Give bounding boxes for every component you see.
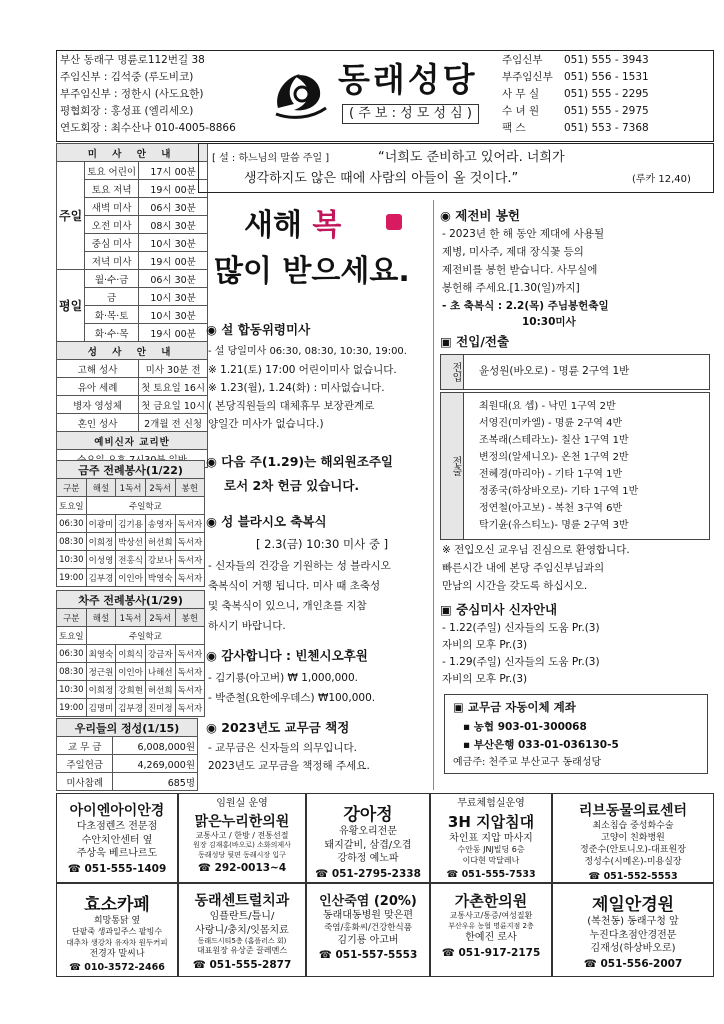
notice-line: - 설 당일미사 06:30, 08:30, 10:30, 19:00. (208, 346, 407, 357)
table-cell: 김부경 (86, 569, 116, 587)
table-cell: 강보나 (145, 551, 175, 569)
notice-line: 및 축복식이 있으니, 개인초를 지참 (208, 600, 367, 612)
contact-label: 수 녀 원 (502, 105, 540, 117)
ad-clinic-malgeun (178, 793, 306, 883)
transfer-note: ※ 전입오신 교우님 진심으로 환영합니다. (442, 544, 630, 556)
ad-dental-central (178, 883, 306, 977)
column-divider (433, 200, 434, 790)
mass-time: 10시 30분 (139, 234, 208, 252)
ad-name: 맑은누리한의원 (194, 813, 290, 830)
sacrament-name: 병자 영성체 (57, 396, 139, 414)
sacrament-time: 첫 금요일 10시 (139, 396, 208, 414)
church-logo (272, 64, 328, 120)
notice-title: ◉ 다음 주(1.29)는 해외원조주일 (206, 454, 393, 469)
sacrament-name: 고해 성사 (57, 360, 139, 378)
ad-line: 돼지갈비, 삼겹/오겹 (324, 839, 412, 851)
patron-saint: ( 주 보 : 성 모 성 심 ) (342, 104, 479, 124)
ad-line: 한예진 로사 (465, 932, 517, 944)
servers-next-week-title: 차주 전례봉사(1/29) (57, 591, 205, 609)
column-header: 해설 (86, 609, 116, 627)
table-cell: 토요일 (57, 497, 87, 515)
table-cell: 독서자 (175, 515, 205, 533)
offering-value: 6,008,000원 (113, 737, 198, 755)
couple-line: 자비의 모후 Pr.(3) (442, 639, 528, 651)
mass-time: 10시 30분 (139, 306, 208, 324)
offering-name: 교 무 금 (57, 737, 113, 755)
table-cell: 독서자 (175, 645, 205, 663)
table-cell: 19:00 (57, 699, 87, 717)
ad-line: 단팥죽 생과일주스 팥빙수 (71, 927, 163, 937)
notices-right (440, 208, 712, 788)
transfer-out-row: 최원대(요 셉) - 낙민 1구역 2반 (479, 401, 616, 412)
notice-title: ◉ 설 합동위령미사 (206, 322, 311, 337)
notice-line: 로서 2차 헌금 있습니다. (224, 478, 360, 493)
transfer-out-label: 전출 (441, 393, 464, 539)
ad-line: 이다현 막달레나 (462, 855, 520, 865)
sacrament-time: 첫 토요일 16시 (139, 378, 208, 396)
ad-phone: ☎ 051-555-2877 (192, 959, 292, 972)
table-cell: 정근원 (86, 663, 116, 681)
transfer-out-row: 정연철(아고보) - 복천 3구역 6반 (479, 503, 623, 514)
ad-line: 동래성당 뒷편 동래시장 입구 (198, 850, 286, 859)
ad-clinic-gachon (430, 883, 552, 977)
offering-name: 주일헌금 (57, 755, 113, 773)
table-row (57, 569, 205, 587)
ad-phone: ☎ 051-555-1409 (67, 862, 167, 875)
mass-name: 월·수·금 (85, 270, 139, 288)
transfer-out-row: 전혜경(마리아) - 기타 1구역 1반 (479, 469, 623, 480)
ad-name: 3H 지압침대 (447, 812, 535, 831)
table-cell: 이광미 (86, 515, 116, 533)
table-cell: 독서자 (175, 533, 205, 551)
mass-time: 06시 30분 (139, 270, 208, 288)
ad-line: 희망통닭 옆 (93, 916, 141, 926)
column-header: 봉헌 (175, 479, 205, 497)
mass-time: 10시 30분 (139, 288, 208, 306)
ad-line: 고양이 친화병원 (601, 833, 665, 844)
offering-value: 685명 (113, 773, 198, 791)
table-cell: 강희현 (116, 681, 146, 699)
offering-value: 4,269,000원 (113, 755, 198, 773)
ad-line: 임플란트/틀니/ (209, 911, 275, 922)
table-cell: 이희정 (86, 681, 116, 699)
contact-phone: 051) 555 - 2295 (564, 88, 649, 100)
notice-title-text: 설 합동위령미사 (221, 322, 311, 337)
mass-name: 금 (85, 288, 139, 306)
greeting-fortune: 복 (312, 208, 342, 243)
contact-phone: 051) 556 - 1531 (564, 71, 649, 83)
ad-line: 대추차 생강차 유자차 원두커피 (66, 937, 168, 947)
bank-line: ▪ 농협 903-01-300068 (463, 721, 587, 733)
ad-line: 교통사고/통증/여성질환 (449, 911, 533, 920)
transfer-out-row: 조복래(스테라노)- 칠산 1구역 1반 (479, 435, 629, 446)
sacrament-time: 2개월 전 신청 (139, 414, 208, 432)
ad-line: 강하정 예노파 (337, 853, 399, 864)
table-row (57, 533, 205, 551)
ad-name: 제일안경원 (591, 895, 675, 915)
mass-name: 토요 어린이 (85, 162, 139, 180)
notice-line: [ 2.3(금) 10:30 미사 중 ] (256, 537, 389, 551)
table-cell: 19:00 (57, 569, 87, 587)
mass-time: 19시 00분 (139, 252, 208, 270)
weekday-label: 평일 (57, 270, 85, 342)
ad-line: 수안치안센터 옆 (81, 834, 153, 846)
table-cell: 전홍식 (116, 551, 146, 569)
sacrament-title: 성 사 안 내 (57, 342, 208, 360)
table-cell: 이인아 (116, 569, 146, 587)
offering-table (56, 718, 198, 791)
table-cell: 주일학교 (86, 627, 205, 645)
ad-line: 동래대동병원 맞은편 (322, 910, 414, 921)
transfer-out-row: 서영진(미카엘) - 명륜 2구역 4반 (479, 418, 623, 429)
ad-line: 대표원장 유상준 끌레멘스 (196, 946, 288, 956)
mass-name: 토요 저녁 (85, 180, 139, 198)
table-cell: 최영숙 (86, 645, 116, 663)
ad-name: 리브동물의료센터 (578, 803, 688, 819)
column-header: 해설 (86, 479, 116, 497)
transfer-in-box (440, 354, 710, 390)
transfer-out-row: 정종국(하상바오로)- 기타 1구역 1반 (479, 486, 639, 497)
catechism-title: 예비신자 교리반 (57, 432, 208, 450)
ad-line: 사랑니/충치/잇몸치료 (195, 924, 289, 936)
mass-name: 화·수·목 (85, 324, 139, 342)
servers-this-week-table (56, 460, 205, 587)
ad-optical-jeil (552, 883, 714, 977)
ad-line: (복천동) 동래구청 앞 (587, 916, 679, 927)
mass-name: 오전 미사 (85, 216, 139, 234)
ad-phone: ☎ 051-556-2007 (583, 957, 683, 970)
column-header: 봉헌 (175, 609, 205, 627)
bank-account-box (444, 694, 708, 774)
table-cell: 10:30 (57, 681, 87, 699)
notice-title-text: 다음 주(1.29)는 해외원조주일 (221, 454, 393, 469)
transfer-out-row: 탁기윤(유스티노)- 명륜 2구역 3반 (479, 520, 629, 531)
ad-optical-ini (56, 793, 178, 883)
table-row (57, 515, 205, 533)
column-header: 2독서 (145, 609, 175, 627)
bank-title: ▣ 교무금 자동이체 계좌 (453, 700, 576, 714)
ad-line: 유황오리전문 (339, 826, 397, 837)
bank-holder: 예금주: 천주교 부산교구 동래성당 (453, 757, 602, 768)
notice-line: 2023년도 교무금을 책정해 주세요. (208, 760, 370, 772)
notice-title-text: 성 블라시오 축복식 (221, 514, 327, 529)
transfer-out-box (440, 392, 710, 540)
table-cell: 독서자 (175, 569, 205, 587)
memorial-line: - 2023년 한 해 동안 제대에 사용될 (442, 228, 605, 240)
contact-phone: 051) 555 - 2975 (564, 105, 649, 117)
table-cell: 송영자 (145, 515, 175, 533)
notice-line: ※ 1.23(월), 1.24(화) : 미사없습니다. (208, 382, 385, 394)
mass-time: 19시 00분 (139, 324, 208, 342)
gospel-line-1: “너희도 준비하고 있어라. 너희가 (378, 150, 565, 165)
ad-phone: ☎ 292-0013~4 (197, 862, 287, 875)
memorial-title: ◉ 제전비 봉헌 (440, 208, 520, 223)
fortune-stamp-icon (386, 214, 402, 230)
greeting-line-1 (244, 208, 341, 244)
mass-name: 중심 미사 (85, 234, 139, 252)
column-header: 1독서 (116, 609, 146, 627)
ad-phone: ☎ 051-2795-2338 (315, 867, 421, 880)
church-address: 부산 동래구 명륜로112번길 38 (60, 54, 205, 66)
notice-line: ※ 1.21(토) 17:00 어린이미사 없습니다. (208, 364, 397, 376)
couple-title: ▣ 중심미사 신자안내 (440, 602, 558, 617)
table-row (57, 699, 205, 717)
ad-phone: ☎ 051-557-5553 (318, 949, 418, 962)
gospel-prefix: [ 설 : 하느님의 말씀 주일 ] (212, 153, 330, 164)
ad-insan-bamboo-salt (306, 883, 430, 977)
ad-line: 죽염/홍화씨/건강한식품 (324, 922, 412, 933)
table-cell: 허선희 (145, 681, 175, 699)
mass-schedule-title: 미 사 안 내 (57, 144, 208, 162)
table-cell: 허선희 (145, 533, 175, 551)
table-row (57, 681, 205, 699)
offering-title: 우리들의 정성(1/15) (57, 719, 198, 737)
transfer-out-row: 변정의(알세니오)- 온천 1구역 2반 (479, 452, 629, 463)
transfer-title: ▣ 전입/전출 (440, 334, 510, 349)
assistant-pastor-line: 부주임신부 : 정한시 (사도요한) (60, 88, 204, 100)
ad-line: 김기룡 아고버 (337, 934, 399, 946)
table-cell: 나해선 (145, 663, 175, 681)
sacrament-name: 유아 세례 (57, 378, 139, 396)
bank-line: ▪ 부산은행 033-01-036130-5 (463, 739, 619, 751)
memorial-line: 제전비를 봉헌 받습니다. 사무실에 (442, 264, 598, 276)
notice-title-text: 감사합니다 : 빈첸시오후원 (221, 648, 368, 663)
servers-next-week-table (56, 590, 205, 717)
ad-restaurant-gangajeong (306, 793, 430, 883)
table-cell: 이희정 (86, 533, 116, 551)
new-year-greeting (208, 206, 430, 310)
church-title: 동래성당 (338, 60, 478, 99)
table-cell: 진미정 (145, 699, 175, 717)
couple-line: 자비의 모후 Pr.(3) (442, 673, 528, 685)
offering-name: 미사참례 (57, 773, 113, 791)
memorial-line: 봉헌해 주세요.[1.30(일)까지] (442, 282, 580, 294)
notice-line: 하시기 바랍니다. (208, 620, 286, 632)
ad-line: 김재성(하상바오로) (590, 943, 676, 954)
ad-line: 주상욱 베르나르도 (76, 848, 158, 859)
table-row (57, 551, 205, 569)
notice-line: - 신자들의 건강을 기원하는 성 블라시오 (208, 560, 391, 572)
couple-line: - 1.29(주일) 신자들의 도움 Pr.(3) (442, 656, 600, 668)
ad-line: 누진다초점안경전문 (589, 929, 677, 941)
mass-name: 화·목·토 (85, 306, 139, 324)
ad-name: 아이엔아이안경 (69, 803, 165, 819)
mass-name: 새벽 미사 (85, 198, 139, 216)
ad-line: 임원실 운영 (216, 798, 268, 809)
table-cell: 김기용 (116, 515, 146, 533)
ad-line: 교통사고 / 한방 / 전통선절 (195, 830, 289, 840)
ad-line: 다초점렌즈 전문점 (76, 821, 158, 832)
ad-name: 강아정 (343, 805, 393, 825)
table-cell: 10:30 (57, 551, 87, 569)
notice-line: ( 본당직원들의 대체휴무 보장관계로 (208, 400, 375, 412)
ad-name: 인산죽염 (20%) (319, 894, 417, 909)
table-cell: 06:30 (57, 645, 87, 663)
mass-time: 19시 00분 (139, 180, 208, 198)
sunday-label: 주일 (57, 162, 85, 270)
servers-this-week-title: 금주 전례봉사(1/22) (57, 461, 205, 479)
greeting-line-2: 많이 받으세요. (214, 254, 410, 289)
gospel-line-2: 생각하지도 않은 때에 사람의 아들이 올 것이다.” (244, 171, 519, 186)
column-header: 2독서 (145, 479, 175, 497)
notice-line: 축복식이 거행 됩니다. 미사 때 초축성 (208, 580, 381, 592)
column-header: 구분 (57, 609, 87, 627)
transfer-note: 만남의 시간을 갖도록 하십시오. (442, 580, 588, 592)
notice-line: 양일간 미사가 없습니다.) (208, 418, 324, 430)
greeting-word: 새해 (244, 208, 302, 243)
table-cell: 08:30 (57, 663, 87, 681)
ad-line: 원장 김재홍(바오로) 소화의제사 (193, 841, 291, 850)
ad-phone: ☎ 051-555-7533 (446, 868, 536, 880)
council-president-line: 평협회장 : 홍성표 (엘리세오) (60, 105, 194, 117)
notice-line: - 박준철(요한에우데스) ₩100,000. (208, 692, 376, 704)
ad-line: 수안동 JNJ빌딩 6층 (457, 845, 525, 854)
contact-label: 사 무 실 (502, 88, 540, 100)
ad-line: 부산우유 농협 명륜지점 2층 (448, 921, 534, 930)
ad-line: 최소침습 중성화수술 (592, 821, 674, 831)
table-cell: 06:30 (57, 515, 87, 533)
notice-line: - 김기룡(아고버) ₩ 1,000,000. (208, 672, 359, 684)
ad-massage-3h (430, 793, 552, 883)
ad-name: 효소카페 (84, 895, 150, 915)
sacrament-time: 미사 30분 전 (139, 360, 208, 378)
ad-line: 차인표 지압 마사지 (449, 832, 533, 844)
transfer-note: 빠른시간 내에 본당 주임신부님과의 (442, 562, 605, 574)
table-cell: 박영숙 (145, 569, 175, 587)
ad-vet-live (552, 793, 714, 883)
contact-label: 주임신부 (502, 54, 543, 66)
memorial-line: 10:30미사 (522, 316, 576, 328)
memorial-line: - 초 축복식 : 2.2(목) 주님봉헌축일 (442, 300, 609, 312)
table-cell: 이성영 (86, 551, 116, 569)
column-header: 1독서 (116, 479, 146, 497)
district-president-line: 연도회장 : 최수산나 010-4005-8866 (60, 122, 236, 134)
contact-phone: 051) 553 - 7368 (564, 122, 649, 134)
transfer-title-text: 전입/전출 (456, 334, 510, 349)
table-cell: 김명미 (86, 699, 116, 717)
notice-title: ◉ 성 블라시오 축복식 (206, 514, 327, 529)
couple-title-text: 중심미사 신자안내 (456, 602, 558, 617)
ad-phone: ☎ 010-3572-2466 (69, 962, 165, 974)
ad-line: 전경자 말씨나 (89, 949, 145, 960)
ad-name: 가촌한의원 (454, 892, 528, 910)
gospel-reference: (루카 12,40) (632, 174, 691, 185)
ad-line: 동래드시티5층 (홈플러스 회) (197, 937, 287, 945)
mass-time: 17시 00분 (139, 162, 208, 180)
bank-title-text: 교무금 자동이체 계좌 (467, 700, 576, 714)
table-cell: 독서자 (175, 551, 205, 569)
table-cell: 박상선 (116, 533, 146, 551)
contact-phone: 051) 555 - 3943 (564, 54, 649, 66)
notice-line: - 교무금은 신자들의 의무입니다. (208, 742, 357, 754)
memorial-title-text: 제전비 봉헌 (455, 208, 520, 223)
table-row (57, 645, 205, 663)
ad-cafe-hyoso (56, 883, 178, 977)
column-header: 구분 (57, 479, 87, 497)
couple-line: - 1.22(주일) 신자들의 도움 Pr.(3) (442, 622, 600, 634)
table-cell: 08:30 (57, 533, 87, 551)
contact-label: 팩 스 (502, 122, 526, 134)
ad-phone: ☎ 051-917-2175 (441, 946, 541, 959)
mass-time: 06시 30분 (139, 198, 208, 216)
table-cell: 주일학교 (86, 497, 205, 515)
ad-line: 정준수(안토니오)-대표원장 (580, 845, 686, 856)
contact-label: 부주임신부 (502, 71, 553, 83)
table-cell: 이인아 (116, 663, 146, 681)
table-cell: 강금자 (145, 645, 175, 663)
mass-name: 저녁 미사 (85, 252, 139, 270)
mass-time: 08시 30분 (139, 216, 208, 234)
table-cell: 이희식 (116, 645, 146, 663)
pastor-line: 주임신부 : 김석중 (루도비코) (60, 71, 194, 83)
memorial-line: 제병, 미사주, 제대 장식꽃 등의 (442, 246, 584, 258)
notice-title: ◉ 2023년도 교무금 책정 (206, 720, 350, 735)
transfer-in-row: 윤성원(바오로) - 명륜 2구역 1반 (479, 365, 630, 377)
notice-title: ◉ 감사합니다 : 빈첸시오후원 (206, 648, 368, 663)
ad-phone: ☎ 051-552-5553 (588, 870, 678, 882)
table-row (57, 663, 205, 681)
notice-title-text: 2023년도 교무금 책정 (221, 720, 350, 735)
transfer-in-label: 전입 (441, 355, 464, 389)
ad-name: 동래센트럴치과 (194, 893, 290, 909)
table-cell: 독서자 (175, 663, 205, 681)
table-cell: 독서자 (175, 699, 205, 717)
table-cell: 김부경 (116, 699, 146, 717)
table-cell: 토요일 (57, 627, 87, 645)
mass-schedule-table (56, 143, 208, 468)
ad-line: 정성수(시메온)-미용실장 (584, 857, 682, 868)
table-cell: 독서자 (175, 681, 205, 699)
sacrament-name: 혼인 성사 (57, 414, 139, 432)
ad-line: 무료체험실운영 (457, 798, 525, 809)
